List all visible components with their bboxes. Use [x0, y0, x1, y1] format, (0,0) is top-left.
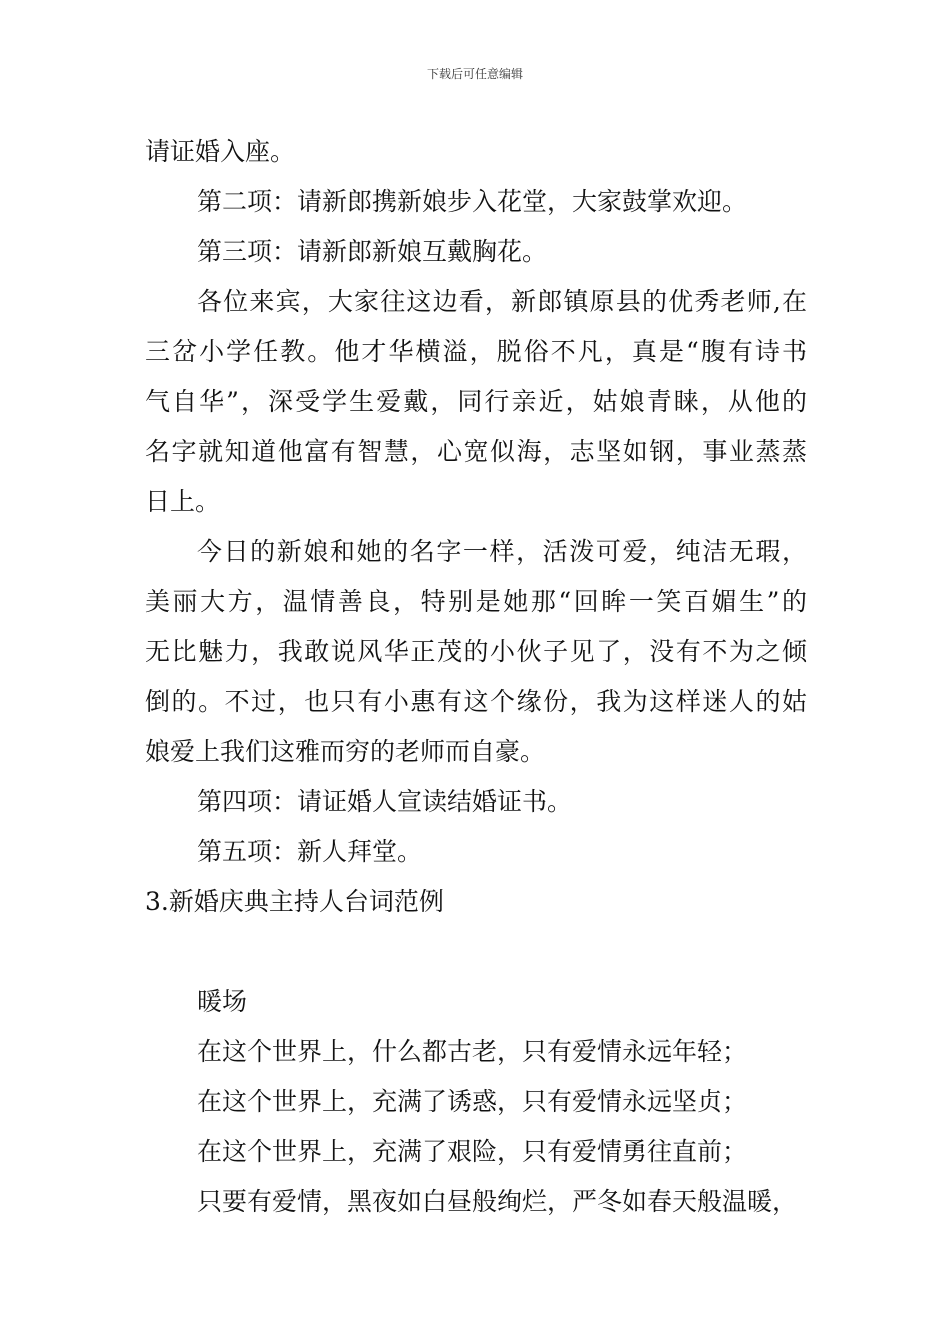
blank-line [145, 927, 807, 977]
paragraph-line: 请证婚入座。 [145, 137, 296, 166]
paragraph-line: 在这个世界上，充满了诱惑，只有爱情永远坚贞； [197, 1087, 748, 1116]
paragraph-line: 日上。 [145, 487, 221, 516]
paragraph-line: 第五项：新人拜堂。 [197, 837, 423, 866]
paragraph-line: 在这个世界上，什么都古老，只有爱情永远年轻； [197, 1037, 748, 1066]
paragraph-line: 在这个世界上，充满了艰险，只有爱情勇往直前； [197, 1137, 748, 1166]
page-header: 下载后可任意编辑 [426, 67, 523, 81]
subsection-heading: 暖场 [197, 987, 248, 1016]
paragraph-line: 美丽大方，温情善良，特别是她那“回眸一笑百媚生”的 [145, 587, 807, 616]
paragraph-line: 各位来宾，大家往这边看，新郎镇原县的优秀老师,在 [197, 287, 807, 316]
paragraph-line: 今日的新娘和她的名字一样，活泼可爱，纯洁无瑕， [197, 537, 807, 566]
document-body [145, 127, 807, 1227]
paragraph-line: 第四项：请证婚人宣读结婚证书。 [197, 787, 573, 816]
paragraph-line: 无比魅力，我敢说风华正茂的小伙子见了，没有不为之倾 [145, 637, 807, 666]
paragraph-line: 第二项：请新郎携新娘步入花堂，大家鼓掌欢迎。 [197, 187, 748, 216]
paragraph-line: 名字就知道他富有智慧，心宽似海，志坚如钢，事业蒸蒸 [145, 437, 807, 466]
paragraph-line: 只要有爱情，黑夜如白昼般绚烂，严冬如春天般温暖， [197, 1187, 798, 1216]
paragraph-line: 三岔小学任教。他才华横溢，脱俗不凡，真是“腹有诗书 [145, 337, 807, 366]
section-heading: 3.新婚庆典主持人台词范例 [145, 887, 444, 916]
paragraph-line: 气自华”，深受学生爱戴，同行亲近，姑娘青睐，从他的 [145, 387, 807, 416]
paragraph-line: 娘爱上我们这雅而穷的老师而自豪。 [145, 737, 546, 766]
paragraph-line: 倒的。不过，也只有小惠有这个缘份，我为这样迷人的姑 [145, 687, 807, 716]
paragraph-line: 第三项：请新郎新娘互戴胸花。 [197, 237, 548, 266]
